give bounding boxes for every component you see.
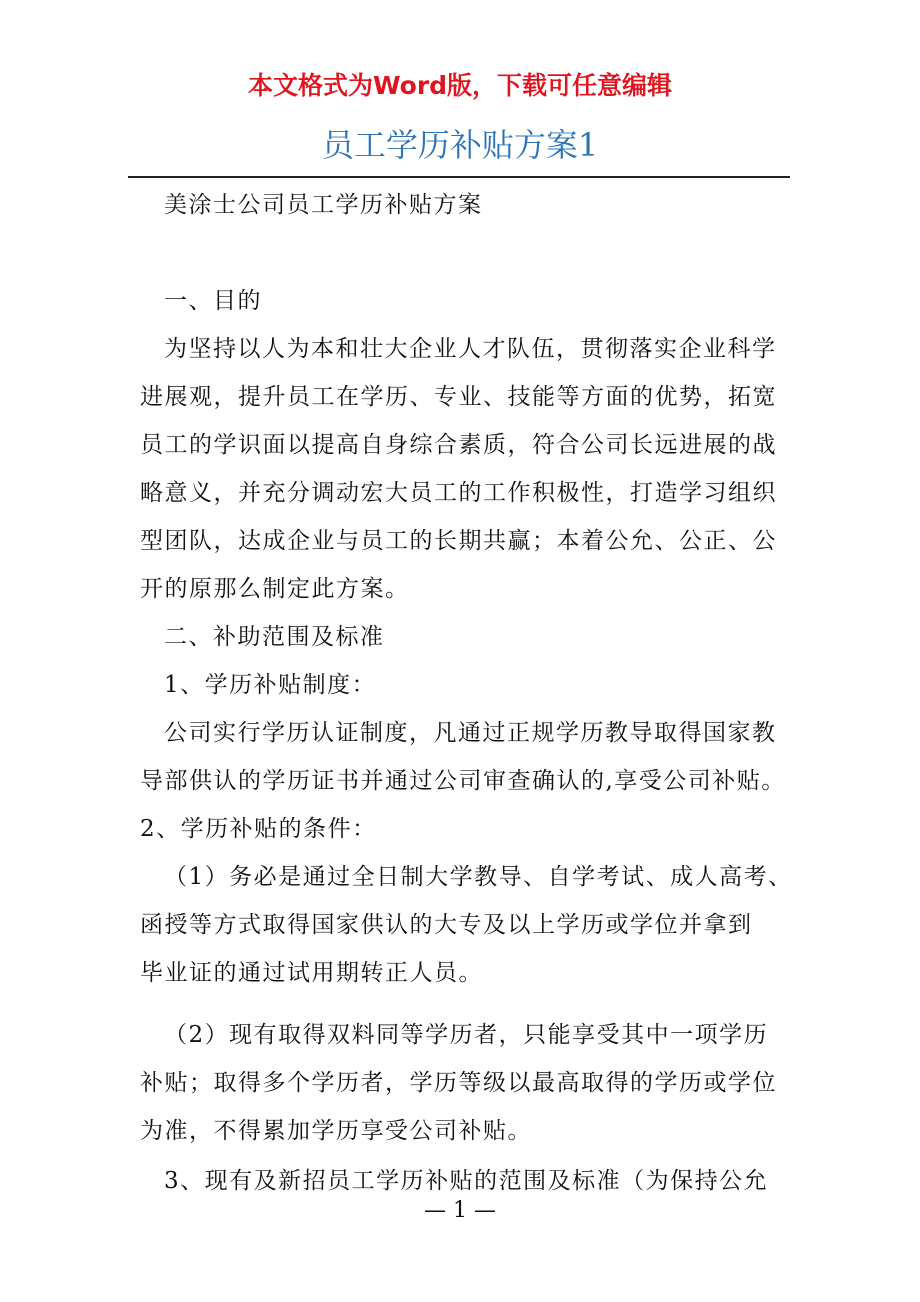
body-line: 函授等方式取得国家供认的大专及以上学历或学位并拿到 bbox=[140, 912, 753, 938]
page-number: — 1 — bbox=[424, 1198, 496, 1223]
body-line: 毕业证的通过试用期转正人员。 bbox=[140, 960, 483, 986]
body-line: 补贴；取得多个学历者，学历等级以最高取得的学历或学位 bbox=[140, 1070, 777, 1096]
document-title: 员工学历补贴方案1 bbox=[321, 126, 599, 164]
subtitle-line: 美涂士公司员工学历补贴方案 bbox=[164, 192, 483, 218]
body-line: 导部供认的学历证书并通过公司审查确认的,享受公司补贴。 bbox=[140, 768, 786, 794]
body-line: 进展观，提升员工在学历、专业、技能等方面的优势，拓宽 bbox=[140, 384, 777, 410]
body-line: 型团队，达成企业与员工的长期共赢；本着公允、公正、公 bbox=[140, 528, 777, 554]
body-line: 开的原那么制定此方案。 bbox=[140, 576, 410, 602]
section-heading-purpose: 一、目的 bbox=[164, 288, 262, 314]
body-line: 员工的学识面以提高自身综合素质，符合公司长远进展的战 bbox=[140, 432, 777, 458]
body-line: 为坚持以人为本和壮大企业人才队伍，贯彻落实企业科学 bbox=[164, 336, 777, 362]
title-divider bbox=[128, 176, 790, 178]
section-heading-scope: 二、补助范围及标准 bbox=[164, 624, 385, 650]
item-heading: 2、学历补贴的条件： bbox=[140, 816, 377, 842]
item-heading: 3、现有及新招员工学历补贴的范围及标准（为保持公允 bbox=[164, 1168, 769, 1194]
body-line: 略意义，并充分调动宏大员工的工作积极性，打造学习组织 bbox=[140, 480, 777, 506]
body-line: 为准，不得累加学历享受公司补贴。 bbox=[140, 1118, 532, 1144]
item-heading: 1、学历补贴制度： bbox=[164, 672, 377, 698]
download-banner: 本文格式为Word版，下载可任意编辑 bbox=[247, 71, 673, 100]
body-line: （1）务必是通过全日制大学教导、自学考试、成人高考、 bbox=[164, 864, 793, 890]
body-line: 公司实行学历认证制度，凡通过正规学历教导取得国家教 bbox=[164, 720, 777, 746]
body-line: （2）现有取得双料同等学历者，只能享受其中一项学历 bbox=[164, 1022, 769, 1048]
